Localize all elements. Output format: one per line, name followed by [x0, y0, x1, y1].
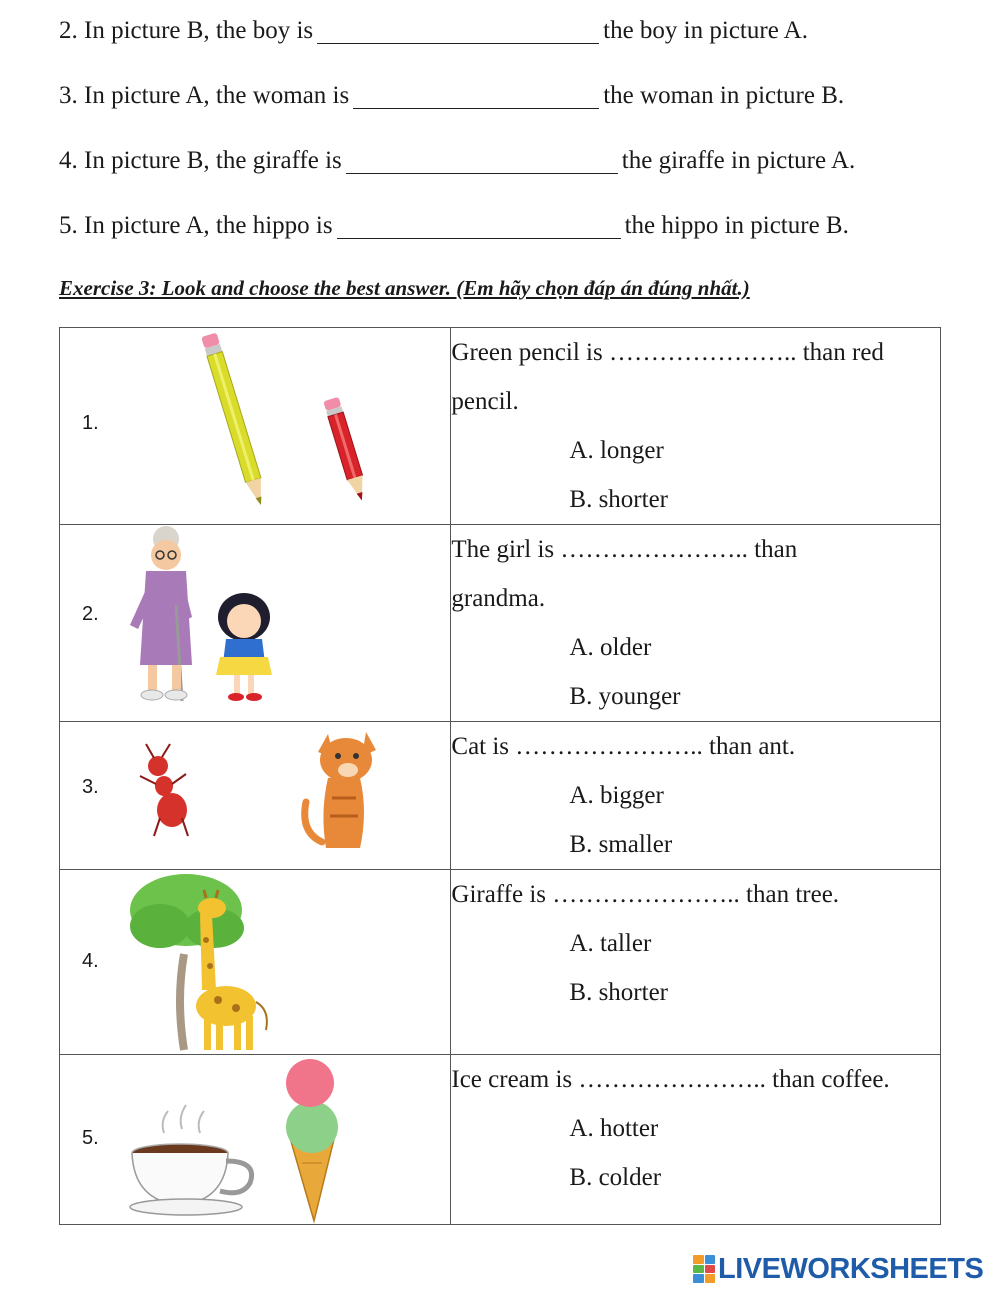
sentence-2 [59, 16, 808, 46]
pencils-picture [60, 328, 452, 524]
table-row [60, 328, 941, 525]
question-line-1: The girl is ………………….. than [451, 536, 798, 563]
sentence-3-after: the woman in picture B. [603, 82, 845, 109]
sentence-2-before: 2. In picture B, the boy is [59, 17, 314, 44]
row-number: 5. [82, 1127, 99, 1149]
table-row [60, 1055, 941, 1225]
question-line-1: Green pencil is ………………….. than red [451, 339, 884, 366]
cat-icon [305, 732, 376, 848]
question-cell [451, 328, 941, 525]
exercise-3-title: Exercise 3: Look and choose the best answer. (Em hãy chọn đáp án đúng nhất.) [59, 276, 750, 300]
question-line-1: Cat is ………………….. than ant. [451, 733, 796, 760]
grandma-and-girl-picture [60, 525, 452, 712]
question-text [451, 525, 940, 623]
ant-and-cat-picture [60, 722, 452, 857]
option-a[interactable]: A. taller [569, 930, 652, 957]
table-row [60, 525, 941, 722]
option-b[interactable]: B. colder [569, 1164, 662, 1191]
red-pencil-icon [323, 397, 369, 503]
question-line-2: grandma. [451, 585, 546, 612]
option-b[interactable]: B. smaller [569, 831, 673, 858]
green-pencil-icon [201, 332, 268, 507]
question-cell [451, 870, 941, 1055]
question-text [451, 1055, 940, 1104]
liveworksheets-logo [693, 1252, 983, 1286]
girl-icon [216, 593, 272, 701]
question-line-2: pencil. [451, 388, 519, 415]
blank-input-2[interactable] [317, 20, 599, 44]
picture-cell [60, 525, 451, 722]
exercise-3-table [59, 327, 941, 1225]
ice-cream-icon [286, 1059, 338, 1221]
sentence-5-before: 5. In picture A, the hippo is [59, 212, 333, 239]
sentence-2-after: the boy in picture A. [603, 17, 808, 44]
option-a[interactable]: A. hotter [569, 1115, 659, 1142]
blank-input-5[interactable] [337, 215, 621, 239]
sentence-5 [59, 211, 849, 241]
coffee-cup-icon [130, 1105, 252, 1215]
sentence-4 [59, 146, 855, 176]
question-text [451, 328, 940, 426]
row-number: 2. [82, 603, 99, 625]
option-b[interactable]: B. shorter [569, 979, 668, 1006]
table-row [60, 722, 941, 870]
picture-cell [60, 722, 451, 870]
picture-cell [60, 328, 451, 525]
blank-input-3[interactable] [353, 85, 599, 109]
option-a[interactable]: A. bigger [569, 782, 664, 809]
question-cell [451, 1055, 941, 1225]
question-line-1: Ice cream is ………………….. than coffee. [451, 1066, 890, 1093]
question-text [451, 722, 940, 771]
sentence-4-before: 4. In picture B, the giraffe is [59, 147, 342, 174]
coffee-and-ice-cream-picture [60, 1055, 452, 1225]
grandma-icon [130, 526, 192, 701]
picture-cell [60, 1055, 451, 1225]
option-a[interactable]: A. longer [569, 437, 664, 464]
sentence-5-after: the hippo in picture B. [624, 212, 849, 239]
giraffe-and-tree-picture [60, 870, 452, 1055]
logo-mark-icon [693, 1255, 715, 1283]
sentence-3 [59, 81, 844, 111]
logo-text: LIVEWORKSHEETS [718, 1252, 984, 1285]
option-b[interactable]: B. shorter [569, 486, 668, 513]
sentence-3-before: 3. In picture A, the woman is [59, 82, 350, 109]
option-b[interactable]: B. younger [569, 683, 681, 710]
option-a[interactable]: A. older [569, 634, 652, 661]
row-number: 1. [82, 412, 99, 434]
table-row [60, 870, 941, 1055]
question-cell [451, 525, 941, 722]
question-cell [451, 722, 941, 870]
question-line-1: Giraffe is ………………….. than tree. [451, 881, 840, 908]
picture-cell [60, 870, 451, 1055]
question-text [451, 870, 940, 919]
sentence-4-after: the giraffe in picture A. [621, 147, 856, 174]
row-number: 4. [82, 950, 99, 972]
blank-input-4[interactable] [346, 150, 618, 174]
ant-icon [140, 744, 188, 836]
row-number: 3. [82, 776, 99, 798]
